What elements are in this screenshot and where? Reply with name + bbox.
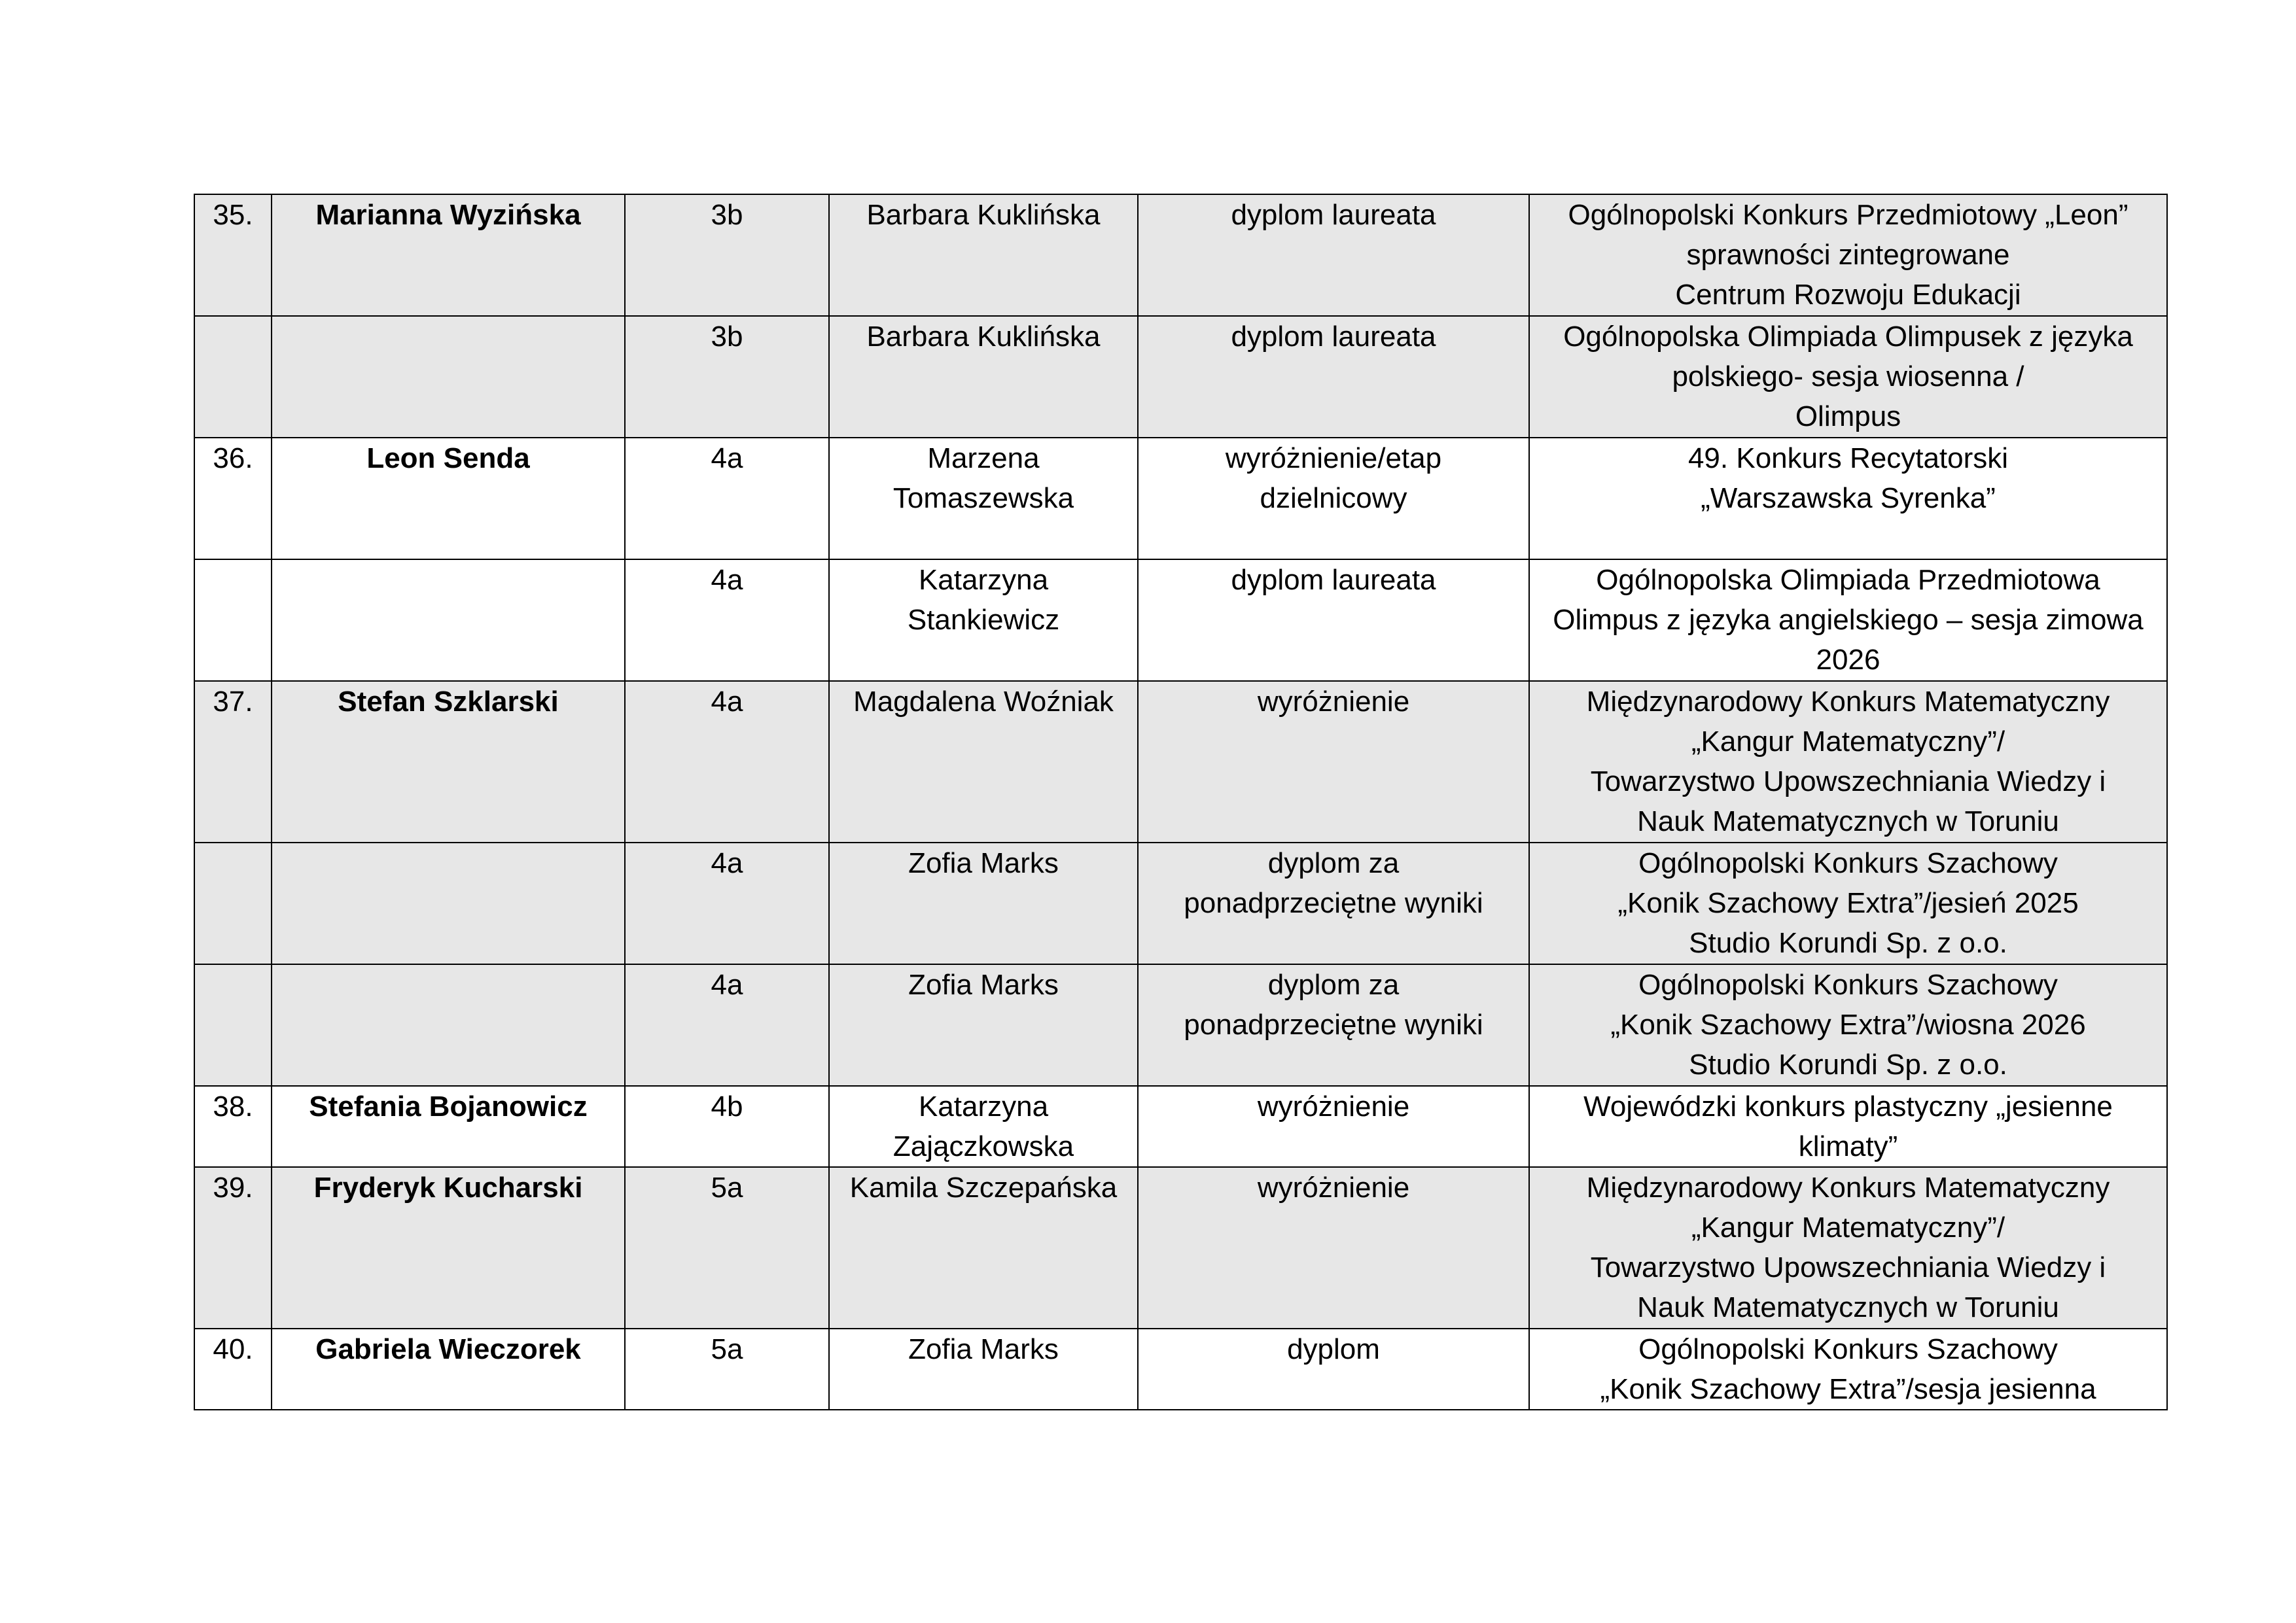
contest-line: klimaty”	[1798, 1130, 1898, 1162]
teacher-line: Tomaszewska	[892, 482, 1074, 514]
row-number-cell: 37.	[194, 681, 272, 843]
contest-line: 2026	[1816, 644, 1881, 676]
awards-table	[194, 194, 2168, 1410]
contest-line: Międzynarodowy Konkurs Matematyczny	[1586, 686, 2110, 718]
result-line: dyplom	[1287, 1333, 1380, 1365]
contest-line: Ogólnopolski Konkurs Przedmiotowy „Leon”	[1568, 199, 2128, 231]
contest-line: „Kangur Matematyczny”/	[1691, 725, 2005, 758]
result-cell	[1138, 559, 1529, 681]
table-row	[194, 438, 2167, 559]
contest-line: 49. Konkurs Recytatorski	[1687, 442, 2009, 474]
contest-line: Ogólnopolska Olimpiada Przedmiotowa	[1596, 564, 2100, 596]
result-line: wyróżnienie	[1257, 1172, 1410, 1204]
class-cell: 4a	[625, 438, 829, 559]
contest-cell	[1529, 1086, 2167, 1167]
class-cell: 5a	[625, 1167, 829, 1329]
contest-cell	[1529, 681, 2167, 843]
teacher-line: Zofia Marks	[908, 969, 1059, 1001]
row-number-cell: 38.	[194, 1086, 272, 1167]
teacher-line: Zofia Marks	[908, 847, 1059, 879]
result-line: wyróżnienie/etap	[1225, 442, 1442, 474]
table-row	[194, 559, 2167, 681]
teacher-line: Barbara Kuklińska	[866, 199, 1101, 231]
class-cell: 4b	[625, 1086, 829, 1167]
result-cell	[1138, 316, 1529, 438]
teacher-cell	[829, 1329, 1138, 1410]
result-cell	[1138, 964, 1529, 1086]
class-cell: 4a	[625, 681, 829, 843]
teacher-cell	[829, 559, 1138, 681]
contest-line: Ogólnopolski Konkurs Szachowy	[1638, 847, 2058, 879]
contest-line: Centrum Rozwoju Edukacji	[1675, 279, 2021, 311]
result-line: dyplom laureata	[1231, 564, 1436, 596]
table-row	[194, 681, 2167, 843]
student-name-cell: Fryderyk Kucharski	[272, 1167, 625, 1329]
awards-table-body	[194, 194, 2167, 1410]
contest-cell	[1529, 316, 2167, 438]
result-cell	[1138, 843, 1529, 964]
student-name-cell: Marianna Wyzińska	[272, 194, 625, 316]
class-cell: 4a	[625, 559, 829, 681]
teacher-cell	[829, 438, 1138, 559]
student-name-cell: Stefania Bojanowicz	[272, 1086, 625, 1167]
contest-line: „Kangur Matematyczny”/	[1691, 1212, 2005, 1244]
result-line: dzielnicowy	[1260, 482, 1407, 514]
class-cell: 3b	[625, 194, 829, 316]
row-number-cell	[194, 964, 272, 1086]
teacher-line: Magdalena Woźniak	[853, 686, 1114, 718]
result-cell	[1138, 1329, 1529, 1410]
contest-line: Ogólnopolska Olimpiada Olimpusek z języka	[1563, 321, 2133, 353]
result-cell	[1138, 194, 1529, 316]
teacher-cell	[829, 1086, 1138, 1167]
student-name-cell	[272, 559, 625, 681]
row-number-cell	[194, 316, 272, 438]
result-line: ponadprzeciętne wyniki	[1184, 1009, 1483, 1041]
result-cell	[1138, 681, 1529, 843]
result-line: dyplom laureata	[1231, 321, 1436, 353]
student-name-cell: Leon Senda	[272, 438, 625, 559]
teacher-cell	[829, 681, 1138, 843]
table-row	[194, 964, 2167, 1086]
contest-cell	[1529, 559, 2167, 681]
student-name-cell	[272, 316, 625, 438]
teacher-cell	[829, 316, 1138, 438]
teacher-line: Kamila Szczepańska	[849, 1172, 1118, 1204]
row-number-cell	[194, 843, 272, 964]
contest-line: Wojewódzki konkurs plastyczny „jesienne	[1583, 1091, 2113, 1123]
teacher-line: Katarzyna	[918, 564, 1049, 596]
result-line: wyróżnienie	[1257, 1091, 1410, 1123]
class-cell: 5a	[625, 1329, 829, 1410]
result-cell	[1138, 1086, 1529, 1167]
contest-line: „Warszawska Syrenka”	[1701, 482, 1996, 514]
result-line: wyróżnienie	[1257, 686, 1410, 718]
teacher-cell	[829, 194, 1138, 316]
row-number-cell	[194, 559, 272, 681]
student-name-cell: Stefan Szklarski	[272, 681, 625, 843]
contest-line: „Konik Szachowy Extra”/wiosna 2026	[1610, 1009, 2086, 1041]
teacher-line: Zajączkowska	[892, 1130, 1074, 1162]
row-number-cell: 40.	[194, 1329, 272, 1410]
contest-line: sprawności zintegrowane	[1686, 239, 2010, 271]
contest-line: polskiego- sesja wiosenna /	[1672, 360, 2024, 393]
contest-line: „Konik Szachowy Extra”/jesień 2025	[1617, 887, 2079, 919]
table-row	[194, 194, 2167, 316]
contest-line: Nauk Matematycznych w Toruniu	[1637, 805, 2059, 837]
contest-line: Towarzystwo Upowszechniania Wiedzy i	[1590, 1251, 2106, 1283]
teacher-cell	[829, 843, 1138, 964]
contest-line: Nauk Matematycznych w Toruniu	[1637, 1291, 2059, 1323]
class-cell: 4a	[625, 843, 829, 964]
table-row	[194, 1086, 2167, 1167]
teacher-cell	[829, 964, 1138, 1086]
contest-line: Olimpus z języka angielskiego – sesja zimowa	[1553, 604, 2144, 636]
contest-cell	[1529, 1167, 2167, 1329]
contest-line: Ogólnopolski Konkurs Szachowy	[1638, 969, 2058, 1001]
table-row	[194, 843, 2167, 964]
result-cell	[1138, 438, 1529, 559]
result-line: dyplom za	[1267, 847, 1400, 879]
student-name-cell: Gabriela Wieczorek	[272, 1329, 625, 1410]
contest-line: Studio Korundi Sp. z o.o.	[1689, 1049, 2007, 1081]
result-line: ponadprzeciętne wyniki	[1184, 887, 1483, 919]
result-line: dyplom za	[1267, 969, 1400, 1001]
contest-line: Studio Korundi Sp. z o.o.	[1689, 927, 2007, 959]
teacher-line: Stankiewicz	[907, 604, 1060, 636]
teacher-line: Barbara Kuklińska	[866, 321, 1101, 353]
contest-line: „Konik Szachowy Extra”/sesja jesienna	[1600, 1373, 2096, 1405]
class-cell: 3b	[625, 316, 829, 438]
row-number-cell: 35.	[194, 194, 272, 316]
contest-cell	[1529, 843, 2167, 964]
contest-line: Towarzystwo Upowszechniania Wiedzy i	[1590, 765, 2106, 797]
result-line: dyplom laureata	[1231, 199, 1436, 231]
row-number-cell: 36.	[194, 438, 272, 559]
row-number-cell: 39.	[194, 1167, 272, 1329]
contest-line: Międzynarodowy Konkurs Matematyczny	[1586, 1172, 2110, 1204]
contest-cell	[1529, 1329, 2167, 1410]
contest-cell	[1529, 194, 2167, 316]
student-name-cell	[272, 964, 625, 1086]
contest-cell	[1529, 964, 2167, 1086]
teacher-line: Zofia Marks	[908, 1333, 1059, 1365]
contest-cell	[1529, 438, 2167, 559]
class-cell: 4a	[625, 964, 829, 1086]
teacher-line: Marzena	[927, 442, 1040, 474]
teacher-cell	[829, 1167, 1138, 1329]
result-cell	[1138, 1167, 1529, 1329]
contest-line: Olimpus	[1795, 400, 1901, 432]
table-row	[194, 1167, 2167, 1329]
table-row	[194, 316, 2167, 438]
student-name-cell	[272, 843, 625, 964]
contest-line: Ogólnopolski Konkurs Szachowy	[1638, 1333, 2058, 1365]
table-row	[194, 1329, 2167, 1410]
teacher-line: Katarzyna	[918, 1091, 1049, 1123]
